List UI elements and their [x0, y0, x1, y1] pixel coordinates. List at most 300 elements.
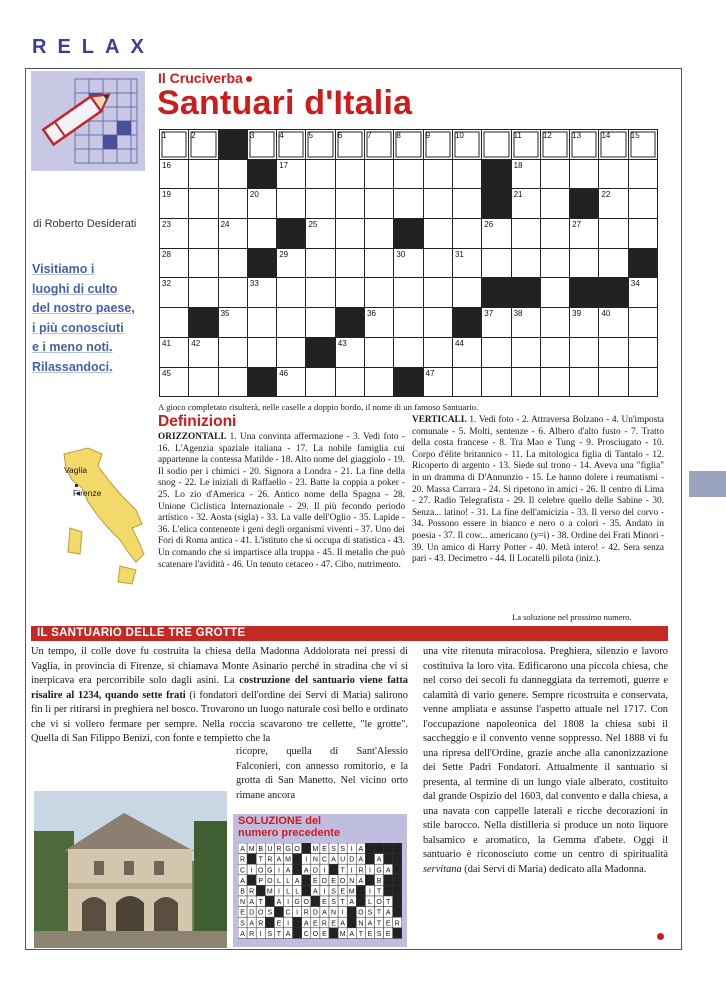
grid-cell-number: 4 [279, 131, 284, 140]
grid-cell [511, 189, 540, 219]
grid-cell [365, 248, 394, 278]
page-title: Santuari d'Italia [157, 84, 413, 122]
solution-block [329, 928, 338, 939]
grid-block [482, 278, 511, 308]
solution-letter: B [240, 888, 245, 896]
next-solution-note: La soluzione nel prossimo numero. [512, 612, 632, 622]
grid-block [189, 308, 218, 338]
solution-letter: A [385, 867, 391, 875]
grid-cell [365, 367, 394, 397]
article-paragraph-right: una vite ritenuta miracolosa. Preghiera, silenzio e lavoro costituiva la loro vita. Edificarono una piccola chiesa, che nel corso dei secoli fu danneggiata da terremoti, guerre e calamità di vario genere. Sempre ricostruita e conservata, venne ampliata e assunse l'aspetto attuale nel 1717. Con l'occupazione napoleonica del 1808 la chiesa subì il saccheggio e il convento venne soppresso. Nel 1888 vi fu una ripresa dell'Ordine, grazie anche alla canonizzazione dei Sette Padri Fondatori. Attualmente il santuario si presenta, al termine di un lungo viale alberato, costituito dal grande Ospizio del 1603, dal convento e dalla chiesa, a una navata con cappelle laterali e ricche decorazioni in stile barocco. Nella distilleria si produce un noto liquore balsamico e aromatico, la Gemma d'abete. Oggi il santuario è riconosciuto come un centro di spiritualità servitana (dai Servi di Maria) dedicato alla Madonna. [423, 646, 668, 875]
grid-cell [570, 248, 599, 278]
crossword-grid [159, 129, 658, 397]
solution-block [356, 885, 365, 896]
grid-cell-number: 12 [542, 131, 552, 140]
grid-cell [423, 130, 452, 160]
grid-cell-number: 10 [454, 131, 464, 140]
grid-row [160, 337, 658, 367]
grid-cell [628, 130, 657, 160]
solution-letter: G [267, 867, 273, 875]
solution-letter: A [285, 930, 291, 938]
solution-block [393, 875, 402, 886]
article-paragraph-1: Un tempo, il colle dove fu costruita la chiesa della Madonna Addolorata nei pressi di Vaglia, in provincia di Firenze, si chiamava Monte Asinario perché in stradina che vi si inerpicava era percorribile solo dagli asini. La costruzione del santuario viene fatta risalire al 1234, quando sette frati (i fondatori dell'ordine dei Servi di Maria) salirono fin lì per ritirarsi in preghiera nel bosco. Trovarono un luogo naturale così bello e ordinato che vi si vollero fermare per sempre. Nella roccia scavarono tre cellette, "le grotte". Quella di San Filippo Benizi, con fonte e tempietto che la [31, 646, 408, 744]
grid-cell-number: 36 [367, 309, 376, 319]
grid-cell-number: 37 [484, 309, 494, 319]
solution-letter: A [303, 920, 309, 928]
grid-cell [482, 337, 511, 367]
grid-cell-number: 13 [572, 131, 582, 140]
grid-cell [511, 130, 540, 160]
solution-letter: I [305, 856, 308, 864]
grid-row [160, 130, 658, 160]
grid-cell [423, 219, 452, 249]
solution-letter: E [331, 877, 336, 885]
grid-cell-number: 29 [279, 249, 289, 259]
grid-cell-number: 7 [367, 131, 372, 140]
grid-cell [394, 337, 423, 367]
grid-cell [365, 159, 394, 189]
solution-letter: R [249, 888, 255, 896]
solution-letter: A [376, 856, 382, 864]
grid-cell [511, 308, 540, 338]
solution-letter: I [350, 867, 353, 875]
solution-block [293, 864, 302, 875]
grid-cell [218, 308, 247, 338]
grid-cell [247, 189, 276, 219]
solution-letter: S [376, 930, 382, 938]
grid-cell-number: 34 [630, 279, 640, 289]
grid-cell-number: 45 [162, 368, 171, 378]
grid-cell [160, 278, 189, 308]
grid-cell [365, 278, 394, 308]
grid-cell [511, 248, 540, 278]
grid-cell-number: 5 [308, 131, 313, 140]
grid-cell [247, 219, 276, 249]
solution-block [274, 907, 283, 918]
solution-letter: E [385, 920, 391, 928]
solution-letter: D [312, 909, 318, 917]
map-label-vaglia: Vaglia [64, 465, 87, 475]
grid-cell [452, 130, 481, 160]
grid-cell [306, 278, 335, 308]
grid-cell-number: 25 [308, 220, 318, 230]
grid-caption: A gioco completato risulterà, nelle caselle a doppio bordo, il nome di un famoso Santuario. [158, 402, 479, 412]
solution-letter: I [368, 888, 371, 896]
grid-cell [482, 130, 511, 160]
grid-cell [277, 308, 306, 338]
solution-letter: I [287, 899, 290, 907]
solution-block [393, 907, 402, 918]
solution-letter: C [321, 856, 327, 864]
grid-row [160, 159, 658, 189]
grid-cell [277, 130, 306, 160]
solution-letter: T [386, 899, 391, 907]
sanctuary-photo [34, 791, 227, 948]
solution-block [384, 843, 393, 854]
grid-block [394, 219, 423, 249]
grid-cell-number: 6 [337, 131, 343, 140]
solution-block [393, 854, 402, 865]
solution-letter: L [286, 888, 291, 896]
solution-letter: E [385, 930, 391, 938]
solution-letter: I [323, 867, 326, 875]
solution-block [302, 843, 311, 854]
solution-letter: M [312, 846, 319, 854]
grid-cell-number: 28 [162, 249, 171, 259]
solution-letter: C [303, 930, 309, 938]
solution-block [384, 875, 393, 886]
grid-cell-number: 24 [220, 220, 230, 230]
grid-cell [511, 367, 540, 397]
grid-cell-number: 27 [572, 220, 582, 230]
solution-letter: B [258, 846, 264, 854]
grid-cell [365, 189, 394, 219]
solution-letter: S [267, 930, 273, 938]
article-section-bar [31, 626, 668, 641]
grid-cell [189, 337, 218, 367]
solution-letter: S [331, 846, 336, 854]
solution-letter: D [249, 909, 255, 917]
grid-cell [482, 367, 511, 397]
solution-letter: E [322, 930, 327, 938]
grid-cell [160, 308, 189, 338]
article-end-dot [657, 933, 664, 940]
grid-row [160, 308, 658, 338]
solution-letter: O [303, 899, 309, 907]
grid-cell-number: 20 [249, 190, 259, 200]
grid-cell [599, 367, 628, 397]
grid-cell [540, 248, 569, 278]
grid-cell-number: 3 [249, 131, 255, 140]
grid-cell [218, 248, 247, 278]
solution-letter: R [258, 920, 264, 928]
grid-cell-number: 9 [425, 131, 431, 140]
solution-letter: S [331, 888, 336, 896]
grid-cell [306, 248, 335, 278]
grid-block [247, 248, 276, 278]
grid-cell [394, 130, 423, 160]
grid-cell [335, 248, 364, 278]
grid-cell-number: 18 [513, 160, 523, 170]
solution-letter: P [258, 877, 264, 885]
grid-cell [628, 219, 657, 249]
solution-block [347, 907, 356, 918]
solution-block [265, 896, 274, 907]
grid-cell-number: 19 [162, 190, 171, 200]
solution-letter: R [240, 856, 246, 864]
solution-block [365, 875, 374, 886]
grid-block [570, 189, 599, 219]
grid-cell [365, 337, 394, 367]
grid-cell [540, 159, 569, 189]
solution-letter: A [313, 888, 318, 896]
grid-cell [335, 337, 364, 367]
grid-cell [394, 159, 423, 189]
side-tab [689, 471, 726, 497]
solution-letter: A [240, 846, 245, 854]
grid-cell [452, 219, 481, 249]
solution-block [365, 854, 374, 865]
grid-cell-number: 2 [191, 131, 196, 140]
grid-cell-number: 17 [279, 160, 289, 170]
solution-letter: R [321, 920, 327, 928]
solution-letter: E [322, 846, 327, 854]
solution-letter: M [248, 846, 255, 854]
grid-cell [277, 248, 306, 278]
grid-cell [365, 308, 394, 338]
grid-cell [306, 189, 335, 219]
grid-cell [335, 130, 364, 160]
grid-block [599, 278, 628, 308]
grid-cell [306, 159, 335, 189]
solution-letter: M [339, 930, 346, 938]
grid-cell [482, 308, 511, 338]
solution-letter: T [258, 856, 263, 864]
solution-letter: U [340, 856, 346, 864]
solution-block [393, 885, 402, 896]
solution-letter: G [376, 867, 382, 875]
grid-cell [218, 219, 247, 249]
solution-title: SOLUZIONE del numero precedente [238, 815, 341, 839]
solution-letter: E [331, 920, 336, 928]
grid-cell-number: 46 [279, 368, 289, 378]
grid-cell [540, 278, 569, 308]
grid-cell [306, 367, 335, 397]
grid-cell-number: 15 [630, 131, 640, 140]
section-header: RELAX [32, 36, 155, 58]
solution-letter: I [323, 888, 326, 896]
grid-cell-number: 35 [220, 309, 230, 319]
grid-cell [570, 337, 599, 367]
grid-cell-number: 21 [513, 190, 523, 200]
grid-cell [394, 308, 423, 338]
solution-letter: O [258, 867, 264, 875]
solution-letter: R [249, 930, 255, 938]
grid-block [570, 278, 599, 308]
article-paragraph-2: ricopre, quella di Sant'Alessio Falconieri, con annesso romitorio, e la grotta di San Manetto. Nel vicino orto rimane ancora [236, 746, 408, 801]
grid-cell [394, 189, 423, 219]
solution-letter: A [385, 909, 391, 917]
solution-letter: T [358, 930, 363, 938]
solution-block [311, 896, 320, 907]
solution-letter: C [285, 909, 291, 917]
grid-cell [247, 130, 276, 160]
grid-cell [160, 189, 189, 219]
solution-letter: L [276, 877, 281, 885]
grid-cell [247, 308, 276, 338]
grid-cell [365, 130, 394, 160]
grid-cell [540, 367, 569, 397]
grid-cell-number: 40 [601, 309, 611, 319]
grid-cell-number: 44 [454, 338, 464, 348]
grid-block [218, 130, 247, 160]
solution-letter: B [376, 877, 382, 885]
grid-cell [628, 308, 657, 338]
solution-letter: A [285, 867, 291, 875]
solution-letter: N [312, 856, 318, 864]
solution-letter: E [367, 930, 373, 938]
clues-across-label: ORIZZONTALI. [158, 432, 227, 442]
solution-letter: T [258, 899, 263, 907]
grid-cell-number: 1 [162, 131, 167, 140]
solution-letter: R [358, 867, 364, 875]
grid-cell [218, 189, 247, 219]
grid-block [306, 337, 335, 367]
solution-letter: M [266, 888, 273, 896]
grid-cell [599, 219, 628, 249]
solution-letter: S [240, 920, 245, 928]
grid-cell [160, 159, 189, 189]
grid-cell [306, 308, 335, 338]
solution-letter: C [240, 867, 246, 875]
grid-cell [452, 278, 481, 308]
grid-cell [628, 278, 657, 308]
grid-cell [160, 219, 189, 249]
grid-cell [628, 189, 657, 219]
grid-cell-number: 16 [162, 160, 171, 170]
grid-cell [423, 308, 452, 338]
grid-cell [452, 189, 481, 219]
grid-cell [423, 159, 452, 189]
solution-letter: A [331, 856, 336, 864]
italy-map [58, 444, 154, 604]
solution-letter: E [340, 888, 345, 896]
solution-letter: T [376, 920, 382, 928]
crossword-logo [31, 71, 145, 171]
solution-letter: I [350, 846, 353, 854]
grid-cell [335, 159, 364, 189]
solution-letter: U [267, 846, 273, 854]
grid-cell [599, 159, 628, 189]
solution-letter: A [358, 846, 364, 854]
solution-letter: I [277, 867, 280, 875]
clues-across [158, 432, 405, 622]
grid-cell [452, 337, 481, 367]
solution-block [347, 917, 356, 928]
author-line: di Roberto Desiderati [33, 218, 137, 230]
solution-letter: R [394, 920, 400, 928]
grid-block [247, 367, 276, 397]
grid-cell-number: 26 [484, 220, 494, 230]
grid-block [482, 189, 511, 219]
grid-cell [452, 367, 481, 397]
solution-letter: A [322, 909, 327, 917]
grid-cell [365, 219, 394, 249]
solution-letter: S [367, 909, 373, 917]
grid-cell [218, 367, 247, 397]
solution-letter: O [339, 877, 346, 885]
solution-letter: O [376, 899, 382, 907]
solution-letter: A [294, 877, 300, 885]
grid-cell-number: 31 [454, 249, 464, 259]
grid-cell-number: 22 [601, 190, 611, 200]
grid-cell [218, 278, 247, 308]
grid-cell [540, 337, 569, 367]
solution-letter: A [276, 899, 282, 907]
solution-letter: A [249, 899, 254, 907]
grid-block [394, 367, 423, 397]
grid-cell [218, 159, 247, 189]
solution-letter: M [285, 856, 291, 864]
grid-cell [394, 278, 423, 308]
solution-letter: R [276, 846, 282, 854]
solution-letter: N [240, 899, 246, 907]
article-section-title: IL SANTUARIO DELLE TRE GROTTE [37, 627, 246, 639]
grid-row [160, 248, 658, 278]
solution-letter: I [341, 909, 344, 917]
solution-grid [238, 843, 402, 943]
solution-letter: O [258, 909, 264, 917]
solution-letter: A [240, 930, 245, 938]
solution-block [393, 843, 402, 854]
solution-letter: A [367, 920, 373, 928]
solution-letter: L [286, 877, 291, 885]
grid-cell [277, 367, 306, 397]
grid-cell [160, 130, 189, 160]
solution-letter: S [340, 846, 345, 854]
grid-cell-number: 33 [249, 279, 259, 289]
grid-cell [540, 219, 569, 249]
grid-cell [570, 159, 599, 189]
grid-cell [218, 337, 247, 367]
solution-letter: S [267, 909, 273, 917]
solution-letter: A [349, 899, 355, 907]
solution-letter: I [296, 909, 299, 917]
solution-block [247, 875, 256, 886]
solution-letter: I [250, 867, 253, 875]
solution-letter: N [358, 920, 364, 928]
solution-block [302, 885, 311, 896]
grid-cell-number: 23 [162, 220, 171, 230]
grid-cell [628, 367, 657, 397]
clues-down [412, 415, 664, 615]
grid-cell-number: 8 [396, 131, 401, 140]
grid-cell-number: 14 [601, 131, 611, 140]
grid-cell [306, 219, 335, 249]
solution-block [393, 864, 402, 875]
grid-cell [335, 278, 364, 308]
solution-letter: A [358, 877, 364, 885]
grid-cell [570, 308, 599, 338]
grid-row [160, 367, 658, 397]
grid-row [160, 219, 658, 249]
grid-cell [277, 278, 306, 308]
grid-cell [189, 278, 218, 308]
grid-cell-number: 47 [425, 368, 435, 378]
grid-cell [423, 278, 452, 308]
solution-letter: N [349, 877, 355, 885]
solution-letter: T [340, 867, 345, 875]
solution-letter: A [249, 920, 254, 928]
grid-cell-number: 42 [191, 338, 201, 348]
solution-letter: E [313, 920, 318, 928]
solution-letter: D [321, 877, 327, 885]
solution-letter: A [358, 856, 364, 864]
solution-letter: G [294, 899, 300, 907]
solution-block [256, 885, 265, 896]
solution-letter: I [259, 930, 262, 938]
grid-cell [160, 367, 189, 397]
grid-cell [482, 248, 511, 278]
grid-block [628, 248, 657, 278]
grid-cell [189, 248, 218, 278]
solution-block [265, 917, 274, 928]
solution-letter: G [285, 846, 291, 854]
solution-block [302, 875, 311, 886]
grid-row [160, 189, 658, 219]
solution-block [293, 917, 302, 928]
grid-block [452, 308, 481, 338]
